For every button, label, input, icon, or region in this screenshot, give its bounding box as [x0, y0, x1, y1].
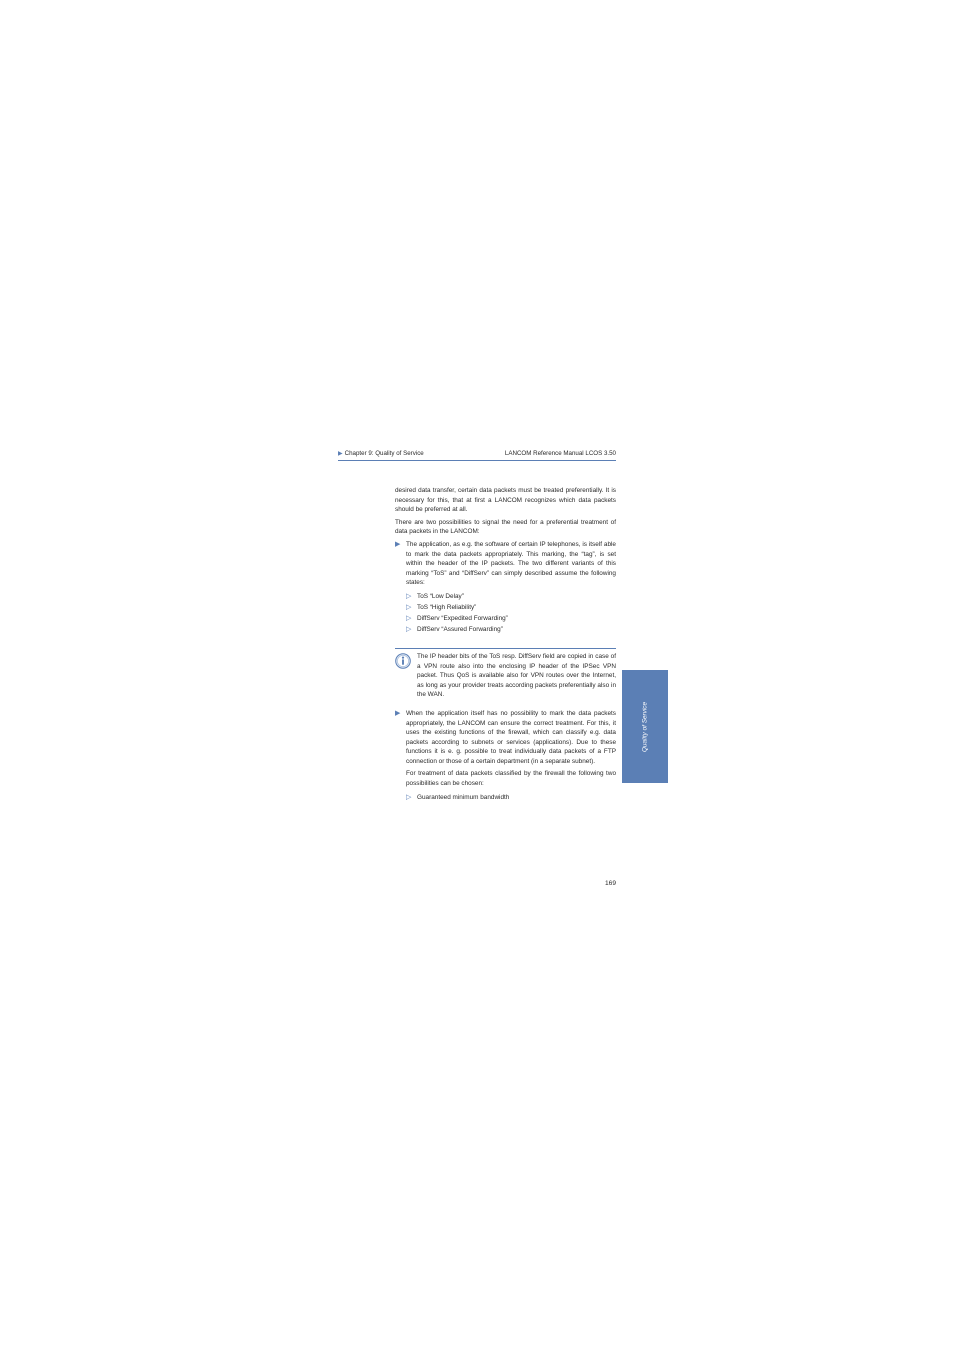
bullet-application-marking: [395, 540, 616, 635]
chapter-title: [338, 449, 424, 459]
paragraph-2: There are two possibilities to signal the need for a preferential treatment of data packets in the LANCOM:: [395, 518, 616, 536]
bullet-1-text: The application, as e.g. the software of certain IP telephones, is itself able to mark the data packets appropriately. This marking, the “tag”, is set within the header of the IP packets. The two different variants of this marking “ToS” and “DiffServ” can simply described assume the following states:: [406, 540, 616, 587]
bullet-firewall-classification: [395, 709, 616, 803]
hollow-triangle-right-icon: ▷: [406, 592, 412, 600]
body-text: [395, 486, 616, 806]
chapter-label: Chapter 9: Quality of Service: [344, 450, 424, 457]
info-icon: [395, 653, 411, 669]
list-item: ▷ ToS “Low Delay”: [406, 592, 464, 600]
list-item: ▷ Guaranteed minimum bandwidth: [406, 793, 510, 801]
note-text: The IP header bits of the ToS resp. DiffServ field are copied in case of a VPN route also into the enclosing IP header of the IPSec VPN packet. Thus QoS is available also for VPN routes over the Internet, as long as your provider treats according packets preferentially also in the WAN.: [417, 652, 616, 699]
hollow-triangle-right-icon: ▷: [406, 625, 412, 633]
list-item: ▷ DiffServ “Expedited Forwarding”: [406, 614, 508, 622]
hollow-triangle-right-icon: ▷: [406, 603, 412, 611]
triangle-right-icon: ▶: [395, 540, 401, 548]
bullet-2-text: When the application itself has no possibility to mark the data packets appropriately, the LANCOM can ensure the correct treatment. For this, it uses the existing functions of the firewall, which can classify e.g. data packets according to subnets or services (applications). Due to these functions it is e. g. possible to treat individually data packets of a FTP connection or those of a certain department (in a separate subnet).: [406, 709, 616, 765]
hollow-triangle-right-icon: ▷: [406, 614, 412, 622]
page-number: 169: [604, 880, 616, 887]
manual-title: LANCOM Reference Manual LCOS 3.50: [504, 450, 616, 457]
info-note: [395, 648, 616, 700]
running-header: [338, 449, 616, 461]
triangle-right-icon: ▶: [395, 709, 401, 717]
paragraph-1: desired data transfer, certain data packets must be treated preferentially. It is necessary for this, that at first a LANCOM recognizes which data packets should be preferred at all.: [395, 487, 616, 514]
hollow-triangle-right-icon: ▷: [406, 793, 412, 801]
chapter-side-tab: [622, 670, 668, 783]
marking-states-list: [406, 591, 616, 635]
list-item: ▷ ToS “High Reliability”: [406, 603, 477, 611]
side-tab-label: Quality of Service: [641, 701, 649, 752]
triangle-right-icon: ▶: [338, 451, 343, 457]
list-item: ▷ DiffServ “Assured Forwarding”: [406, 625, 503, 633]
treatment-options-list: [406, 792, 616, 803]
bullet-2-text-continued: For treatment of data packets classified by the firewall the following two possibilities can be chosen:: [406, 770, 616, 788]
